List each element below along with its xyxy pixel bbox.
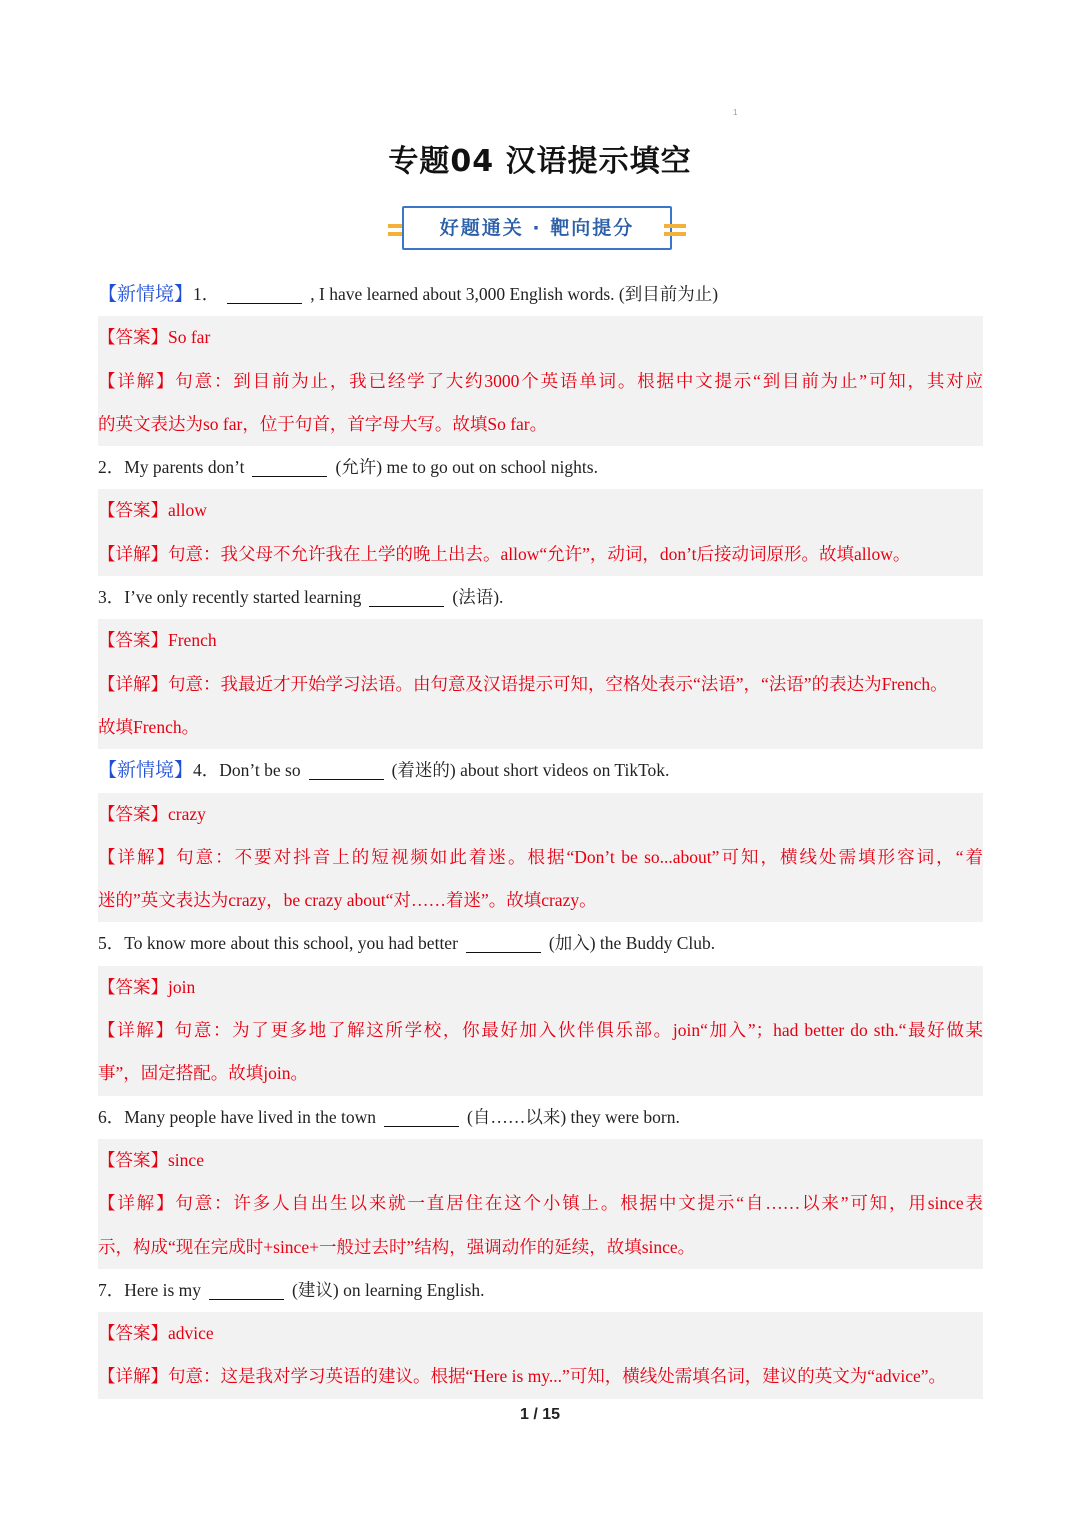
detail-label: 【详解】 (98, 1193, 176, 1214)
answer-7 (98, 1312, 983, 1355)
question-text-post: (建议) on learning English. (292, 1279, 485, 1300)
detail-3-line-1 (98, 663, 983, 706)
answer-blank (252, 458, 327, 477)
detail-label: 【详解】 (98, 543, 168, 564)
detail-text: 句意：到目前为止，我已经学了大约3000个英语单词。根据中文提示“到目前为止”可知，其对应 (175, 370, 983, 391)
question-text-post: (自……以来) they were born. (467, 1106, 680, 1127)
detail-4-line-1 (98, 836, 983, 879)
detail-4-line-2: 迷的”英文表达为crazy，be crazy about“对……着迷”。故填crazy。 (98, 879, 983, 922)
answer-1 (98, 316, 983, 359)
page-title: 专题04 汉语提示填空 (388, 144, 692, 179)
answer-blank (369, 588, 444, 607)
question-text-pre: Here is my (124, 1279, 202, 1300)
answer-label: 【答案】 (98, 500, 168, 521)
answer-label: 【答案】 (98, 1323, 168, 1344)
detail-1-line-1 (98, 360, 983, 403)
answer-blank (209, 1281, 284, 1300)
answer-value: allow (168, 500, 207, 521)
detail-text: 句意：这是我对学习英语的建议。根据“Here is my...”可知，横线处需填名词，建议的英文为“advice”。 (168, 1366, 947, 1387)
question-text-pre: Many people have lived in the town (124, 1106, 376, 1127)
answer-4 (98, 793, 983, 836)
new-context-tag: 【新情境】 (98, 760, 194, 782)
answer-blank (466, 934, 541, 953)
detail-label: 【详解】 (98, 1020, 175, 1041)
answer-blank (384, 1108, 459, 1127)
section-banner (388, 204, 688, 256)
answer-value: advice (168, 1323, 214, 1344)
answer-2 (98, 489, 983, 532)
question-6 (98, 1096, 983, 1139)
detail-text: 句意：我最近才开始学习法语。由句意及汉语提示可知，空格处表示“法语”，“法语”的表达为French。 (168, 673, 948, 694)
detail-1-line-2: 的英文表达为so far，位于句首，首字母大写。故填So far。 (98, 403, 983, 446)
detail-7-line-1 (98, 1355, 983, 1398)
answer-value: So far (168, 327, 211, 348)
question-3 (98, 576, 983, 619)
answer-label: 【答案】 (98, 803, 168, 824)
detail-label: 【详解】 (98, 370, 176, 391)
detail-text: 句意：我父母不允许我在上学的晚上出去。allow“允许”，动词，don’t后接动词原形。故填allow。 (168, 543, 911, 564)
question-1 (98, 273, 983, 316)
question-text-post: (允许) me to go out on school nights. (335, 457, 598, 478)
answer-3 (98, 619, 983, 662)
question-5 (98, 922, 983, 965)
page-mark: 1 (733, 108, 738, 117)
question-list (98, 273, 983, 1399)
question-text: , I have learned about 3,000 English words. (到目前为止) (310, 284, 719, 304)
question-number: 1． (193, 284, 220, 304)
answer-value: French (168, 630, 217, 651)
detail-text: 句意：为了更多地了解这所学校，你最好加入伙伴俱乐部。join“加入”；had better do sth.“最好做某 (174, 1020, 983, 1041)
detail-5-line-2: 事”，固定搭配。故填join。 (98, 1052, 983, 1095)
question-number: 6． (98, 1106, 125, 1127)
question-4 (98, 749, 983, 792)
answer-5 (98, 966, 983, 1009)
detail-text: 句意：不要对抖音上的短视频如此着迷。根据“Don’t be so...about”可知，横线处需填形容词，“着 (176, 846, 983, 867)
question-text-pre: I’ve only recently started learning (124, 587, 362, 608)
question-text-post: (着迷的) about short videos on TikTok. (391, 760, 670, 781)
question-number: 5． (98, 933, 125, 954)
new-context-tag: 【新情境】 (98, 284, 194, 305)
answer-label: 【答案】 (98, 327, 168, 348)
page-number: 1 / 15 (519, 1406, 561, 1423)
question-number: 4． (193, 760, 220, 781)
answer-label: 【答案】 (98, 630, 168, 651)
detail-label: 【详解】 (98, 1366, 168, 1387)
answer-blank (227, 285, 302, 304)
banner-decoration-right (664, 222, 686, 238)
detail-label: 【详解】 (98, 846, 177, 867)
question-text-pre: My parents don’t (124, 457, 245, 478)
answer-value: join (168, 976, 196, 997)
question-text-pre: To know more about this school, you had better (124, 933, 458, 954)
question-text-post: (法语). (452, 587, 504, 608)
answer-value: crazy (168, 803, 206, 824)
question-text-post: (加入) the Buddy Club. (548, 933, 716, 954)
detail-6-line-1 (98, 1182, 983, 1225)
detail-2-line-1 (98, 533, 983, 576)
question-text-pre: Don’t be so (219, 760, 301, 781)
detail-label: 【详解】 (98, 673, 168, 694)
answer-label: 【答案】 (98, 1149, 168, 1170)
answer-6 (98, 1139, 983, 1182)
answer-blank (309, 761, 384, 780)
question-7 (98, 1269, 983, 1312)
detail-text: 句意：许多人自出生以来就一直居住在这个小镇上。根据中文提示“自……以来”可知，用since表 (175, 1193, 984, 1214)
question-number: 3． (98, 587, 125, 608)
detail-5-line-1 (98, 1009, 983, 1052)
answer-value: since (168, 1149, 204, 1170)
detail-3-line-2: 故填French。 (98, 706, 983, 749)
detail-6-line-2: 示，构成“现在完成时+since+一般过去时”结构，强调动作的延续，故填since。 (98, 1226, 983, 1269)
banner-text: 好题通关 · 靶向提分 (439, 217, 635, 239)
question-2 (98, 446, 983, 489)
question-number: 7． (98, 1279, 125, 1300)
question-number: 2． (98, 457, 125, 478)
answer-label: 【答案】 (98, 976, 168, 997)
